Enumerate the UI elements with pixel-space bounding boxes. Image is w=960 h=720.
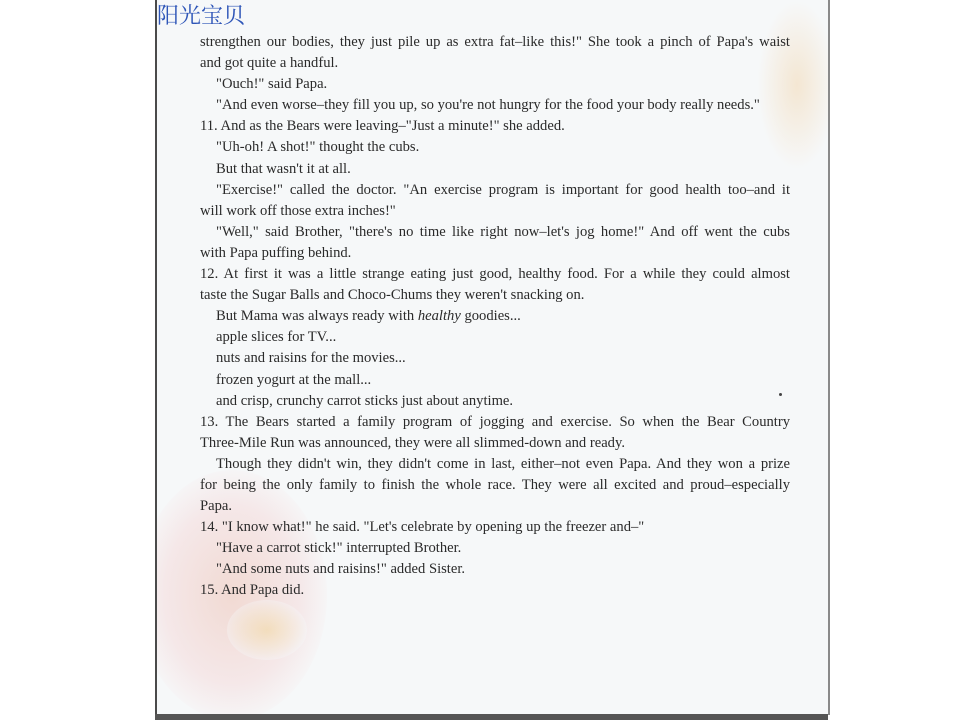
text-line: will work off those extra inches!" — [200, 202, 396, 219]
text-line: "Uh-oh! A shot!" thought the cubs. — [216, 139, 420, 156]
bowl-illustration — [227, 600, 307, 660]
text-line: "And some nuts and raisins!" added Sister. — [216, 561, 466, 578]
text-line: strengthen our bodies, they just pile up as extra fat–like this!" She took a pinch of Papa's waist — [200, 34, 790, 50]
header-title: 阳光宝贝 — [157, 4, 246, 29]
text-line: and crisp, crunchy carrot sticks just about anytime. — [216, 392, 514, 409]
text-line: 14. "I know what!" he said. "Let's celebrate by opening up the freezer and–" — [200, 519, 645, 536]
text-segment: goodies... — [460, 308, 521, 325]
text-line: Three-Mile Run was announced, they were all slimmed-down and ready. — [200, 434, 625, 451]
text-line: Though they didn't win, they didn't come in last, either–not even Papa. And they won a prize — [216, 455, 790, 472]
text-line: Papa. — [200, 498, 233, 515]
page-bottom-edge — [155, 714, 828, 720]
text-line: "Exercise!" called the doctor. "An exercise program is important for good health too–and it — [216, 181, 790, 198]
text-line: and got quite a handful. — [200, 55, 339, 72]
text-line: frozen yogurt at the mall... — [216, 371, 372, 388]
text-line: taste the Sugar Balls and Choco-Chums they weren't snacking on. — [200, 287, 585, 304]
text-line: "Well," said Brother, "there's no time like right now–let's jog home!" And off went the cubs — [216, 223, 790, 240]
text-line: apple slices for TV... — [216, 329, 337, 346]
story-text — [200, 32, 790, 602]
text-line: 15. And Papa did. — [200, 582, 305, 599]
text-line: for being the only family to finish the whole race. They were all excited and proud–especially — [200, 476, 790, 493]
text-line: 12. At first it was a little strange eating just good, healthy food. For a while they could almost — [200, 266, 790, 283]
text-line: nuts and raisins for the movies... — [216, 350, 406, 367]
text-line: "And even worse–they fill you up, so you're not hungry for the food your body really needs." — [216, 97, 760, 114]
text-line: "Have a carrot stick!" interrupted Brother. — [216, 540, 462, 557]
text-line: But that wasn't it at all. — [216, 160, 351, 177]
text-line: with Papa puffing behind. — [200, 244, 352, 261]
text-line: 13. The Bears started a family program of jogging and exercise. So when the Bear Country — [200, 413, 790, 430]
text-line — [200, 306, 790, 327]
text-emphasis: healthy — [417, 308, 461, 325]
text-segment: But Mama was always ready with — [216, 308, 418, 325]
text-line: "Ouch!" said Papa. — [216, 76, 328, 93]
text-line: 11. And as the Bears were leaving–"Just a minute!" she added. — [200, 118, 565, 135]
